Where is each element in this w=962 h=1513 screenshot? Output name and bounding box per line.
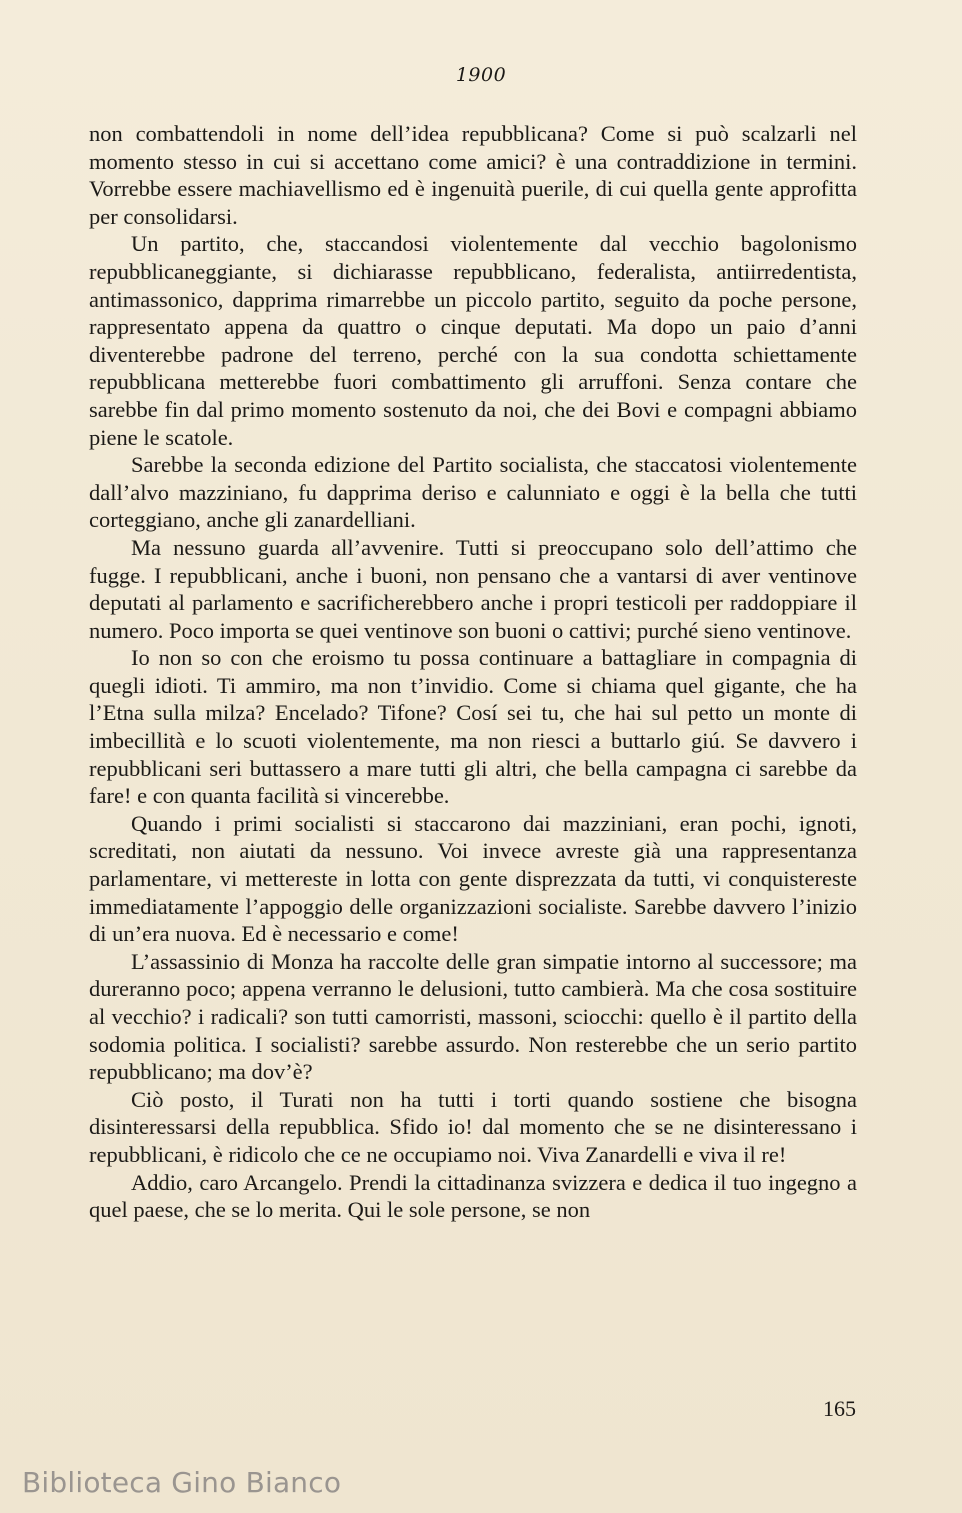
library-watermark: Biblioteca Gino Bianco [22,1466,342,1499]
paragraph: L’assassinio di Monza ha raccolte delle gran simpatie intorno al successore; ma dureranno poco; appena verranno le delusioni, tutto cambierà. Ma che cosa sostituire al vecchio? i radicali? son tutti camorristi, massoni, sciocchi: quello è il partito della sodomia politica. I socialisti? sarebbe assurdo. Non resterebbe che un serio partito repubblicano; ma dov’è? [89,948,857,1085]
paragraph-continuation: non combattendoli in nome dell’idea repubblicana? Come si può scalzarli nel momento stesso in cui si accettano come amici? è una contraddizione in termini. Vorrebbe essere machiavellismo ed è ingenuità puerile, di cui quella gente approfitta per consolidarsi. [89,121,857,229]
paragraph: Sarebbe la seconda edizione del Partito socialista, che staccatosi violentemente dall’alvo mazziniano, fu dapprima deriso e calunniato e oggi è la bella che tutti corteggiano, anche gli zanardelliani. [89,452,857,533]
paragraph: Addio, caro Arcangelo. Prendi la cittadinanza svizzera e dedica il tuo ingegno a quel paese, che se lo merita. Qui le sole persone, se non [89,1169,857,1223]
paragraph: Un partito, che, staccandosi violentemente dal vecchio bagolonismo repubblicaneggiante, si dichiarasse repubblicano, federalista, antiirredentista, antimassonico, dapprima rimarrebbe un piccolo partito, seguito da poche persone, rappresentato appena da quattro o cinque deputati. Ma dopo un paio d’anni diventerebbe padrone del terreno, perché con la sua condotta schiettamente repubblicana metterebbe fuori combattimento gli arruffoni. Senza contare che sarebbe fin dal primo momento sostenuto da noi, che dei Bovi e compagni abbiamo piene le scatole. [89,231,857,450]
paragraph: Quando i primi socialisti si staccarono dai mazziniani, eran pochi, ignoti, screditati, non aiutati da nessuno. Voi invece avreste già una rappresentanza parlamentare, vi mettereste in lotta con gente disprezzata da tutti, vi conquistereste immediatamente l’appoggio delle organizzazioni socialiste. Sarebbe davvero l’inizio di un’era nuova. Ed è necessario e come! [89,810,857,947]
running-title: 1900 [455,64,507,86]
page-number: 165 [823,1396,856,1421]
paragraph: Ciò posto, il Turati non ha tutti i torti quando sostiene che bisogna disinteressarsi della repubblica. Sfido io! dal momento che se ne disinteressano i repubblicani, è ridicolo che ce ne occupiamo noi. Viva Zanardelli e viva il re! [89,1086,857,1167]
paragraph: Io non so con che eroismo tu possa continuare a battagliare in compagnia di quegli idioti. Ti ammiro, ma non t’invidio. Come si chiama quel gigante, che ha l’Etna sulla milza? Encelado? Tifone? Cosí sei tu, che hai sul petto un monte di imbecillità e lo scuoti violentemente, ma non riesci a buttarlo giú. Se davvero i repubblicani seri buttassero a mare tutti gli altri, che bella campagna ci sarebbe da fare! e con quanta facilità si vincerebbe. [89,645,857,809]
paragraph: Ma nessuno guarda all’avvenire. Tutti si preoccupano solo dell’attimo che fugge. I repubblicani, anche i buoni, non pensano che a vantarsi di aver ventinove deputati al parlamento e sacrificherebbero anche i propri testicoli per raddoppiare il numero. Poco importa se quei ventinove son buoni o cattivi; purché sieno ventinove. [89,534,857,643]
body-text [89,120,857,1224]
